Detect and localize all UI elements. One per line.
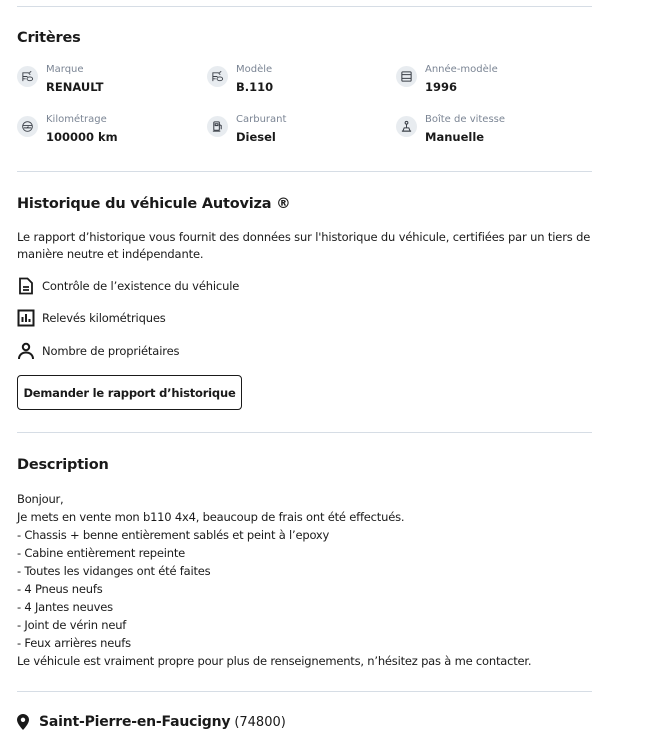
history-intro-line: Le rapport d’historique vous fournit des données sur l'historique du véhicule, certifiées par un tiers de <box>17 230 591 244</box>
criteria-label: Année-modèle <box>425 64 498 75</box>
criteria-year <box>396 64 576 104</box>
feature-label: Relevés kilométriques <box>42 311 166 325</box>
document-icon <box>17 277 35 295</box>
description-line: - Joint de vérin neuf <box>17 618 127 632</box>
description-text <box>17 490 531 670</box>
criteria-fuel <box>207 114 387 154</box>
calendar-icon <box>396 66 417 87</box>
criteria-label: Boîte de vitesse <box>425 114 506 125</box>
history-feature-owners <box>17 341 179 361</box>
criteria-value: 1996 <box>425 80 458 94</box>
divider <box>17 432 592 433</box>
criteria-model <box>207 64 387 104</box>
history-feature-mileage <box>17 308 166 328</box>
history-title: Historique du véhicule Autoviza ® <box>17 196 291 212</box>
history-intro-line: manière neutre et indépendante. <box>17 247 204 261</box>
criteria-value: 100000 km <box>46 130 118 144</box>
history-intro <box>17 229 592 263</box>
odometer-icon <box>17 116 38 137</box>
fuel-pump-icon <box>207 116 228 137</box>
feature-label: Contrôle de l’existence du véhicule <box>42 279 240 293</box>
criteria-label: Modèle <box>236 64 273 75</box>
divider <box>17 6 592 7</box>
criteria-gearbox <box>396 114 576 154</box>
feature-label: Nombre de propriétaires <box>42 344 180 358</box>
location-city: Saint-Pierre-en-Faucigny <box>39 714 231 730</box>
criteria-value: B.110 <box>236 80 274 94</box>
description-line: - Cabine entièrement repeinte <box>17 546 186 560</box>
divider <box>17 691 592 692</box>
car-model-icon <box>207 66 228 87</box>
description-line: - Toutes les vidanges ont été faites <box>17 564 211 578</box>
description-title: Description <box>17 457 109 473</box>
description-line: - 4 Jantes neuves <box>17 600 113 614</box>
criteria-value: Manuelle <box>425 130 485 144</box>
history-feature-existence <box>17 276 239 296</box>
bar-chart-icon <box>17 309 35 327</box>
criteria-label: Carburant <box>236 114 287 125</box>
criteria-label: Marque <box>46 64 84 75</box>
location <box>17 714 286 730</box>
description-line: - Chassis + benne entièrement sablés et peint à l’epoxy <box>17 528 330 542</box>
description-line: - Feux arrières neufs <box>17 636 131 650</box>
description-line: Bonjour, <box>17 492 64 506</box>
criteria-title: Critères <box>17 30 81 46</box>
location-zip: (74800) <box>234 714 286 730</box>
person-icon <box>17 342 35 360</box>
criteria-value: RENAULT <box>46 80 104 94</box>
map-pin-icon <box>17 714 31 730</box>
criteria-brand <box>17 64 197 104</box>
divider <box>17 171 592 172</box>
car-brand-icon <box>17 66 38 87</box>
criteria-label: Kilométrage <box>46 114 107 125</box>
description-line: - 4 Pneus neufs <box>17 582 103 596</box>
gear-stick-icon <box>396 116 417 137</box>
criteria-mileage <box>17 114 197 154</box>
criteria-value: Diesel <box>236 130 276 144</box>
request-history-report-button[interactable]: Demander le rapport d’historique <box>17 375 242 410</box>
description-line: Je mets en vente mon b110 4x4, beaucoup de frais ont été effectués. <box>17 510 405 524</box>
description-line: Le véhicule est vraiment propre pour plus de renseignements, n’hésitez pas à me contacter. <box>17 654 532 668</box>
